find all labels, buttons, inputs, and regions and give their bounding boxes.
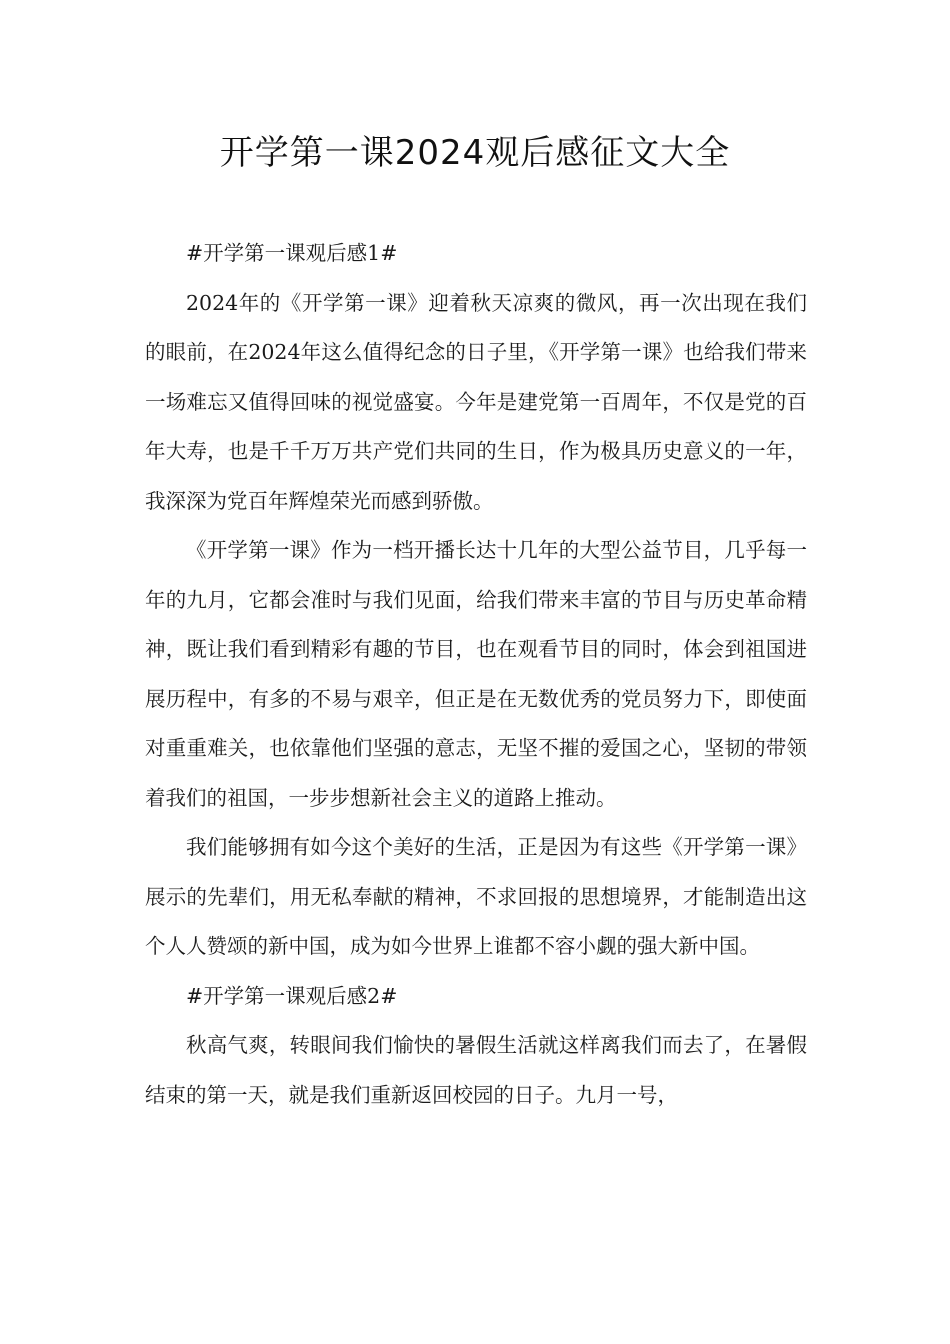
section-heading-1: #开学第一课观后感1#: [186, 241, 398, 265]
paragraph-3: 我们能够拥有如今这个美好的生活，正是因为有这些《开学第一课》展示的先辈们，用无私奉献的精神，不求回报的思想境界，才能制造出这个人人赞颂的新中国，成为如今世界上谁都不容小觑的强大新中国。: [145, 835, 807, 958]
document-title: 开学第一课2024观后感征文大全: [219, 133, 731, 173]
paragraph-2: 《开学第一课》作为一档开播长达十几年的大型公益节目，几乎每一年的九月，它都会准时与我们见面，给我们带来丰富的节目与历史革命精神，既让我们看到精彩有趣的节目，也在观看节目的同时，体会到祖国进展历程中，有多的不易与艰辛，但正是在无数优秀的党员努力下，即使面对重重难关，也依靠他们坚强的意志，无坚不摧的爱国之心，坚韧的带领着我们的祖国，一步步想新社会主义的道路上推动。: [145, 538, 807, 810]
document-body: [145, 229, 807, 1120]
paragraph-4: 秋高气爽，转眼间我们愉快的暑假生活就这样离我们而去了，在暑假结束的第一天，就是我们重新返回校园的日子。九月一号，: [145, 1033, 807, 1107]
paragraph-1: 2024年的《开学第一课》迎着秋天凉爽的微风，再一次出现在我们的眼前，在2024年这么值得纪念的日子里，《开学第一课》也给我们带来一场难忘又值得回味的视觉盛宴。今年是建党第一百周年，不仅是党的百年大寿，也是千千万万共产党们共同的生日，作为极具历史意义的一年，我深深为党百年辉煌荣光而感到骄傲。: [145, 290, 807, 513]
section-heading-2: #开学第一课观后感2#: [186, 983, 398, 1008]
